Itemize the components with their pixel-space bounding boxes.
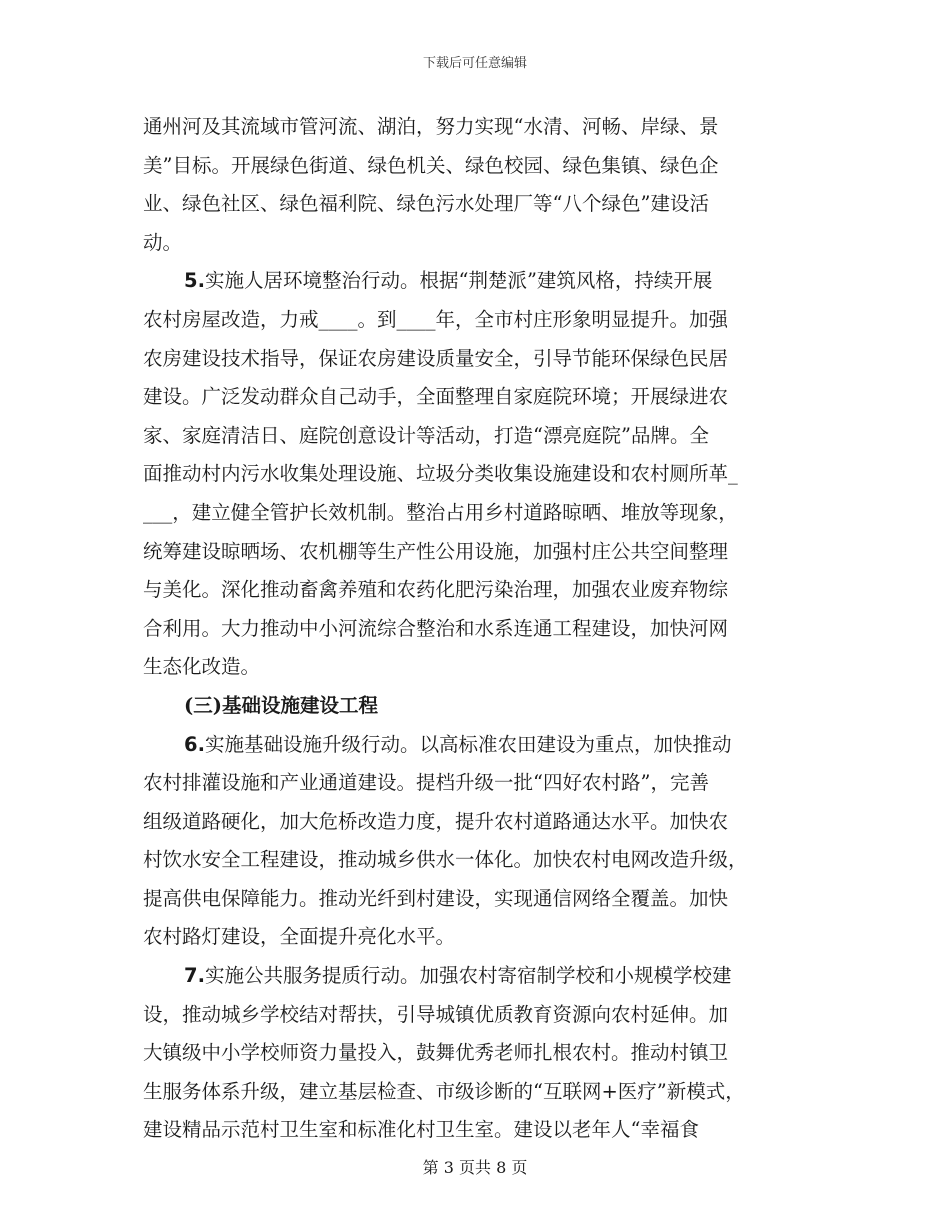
text-line: 业、绿色社区、绿色福利院、绿色污水处理厂等“八个绿色”建设活 [143, 192, 709, 216]
paragraph-item-7 [143, 957, 808, 996]
page-header: 下载后可任意编辑 [422, 56, 527, 71]
text-line: 通州河及其流域市管河流、湖泊，努力实现“水清、河畅、岸绿、景 [143, 115, 719, 138]
text-line: ___，建立健全管护长效机制。整治占用乡村道路晾晒、堆放等现象， [143, 500, 738, 524]
section-heading: (三)基础设施建设工程 [184, 693, 378, 717]
text-line: 建设。广泛发动群众自己动手，全面整理自家庭院环境；开展绿进农 [143, 385, 729, 409]
text-line: 合利用。大力推动中小河流综合整治和水系连通工程建设，加快河网 [143, 616, 729, 640]
text-line: 与美化。深化推动畜禽养殖和农药化肥污染治理，加强农业废弃物综 [143, 578, 729, 602]
text-line: 农村路灯建设，全面提升亮化水平。 [143, 925, 456, 949]
text-line: 生态化改造。 [143, 655, 261, 679]
text-line: 设，推动城乡学校结对帮扶，引导城镇优质教育资源向农村延伸。加 [143, 1002, 729, 1026]
text-line: 动。 [143, 230, 183, 254]
paragraph-item-6 [143, 726, 808, 765]
item-number: 5. [184, 269, 205, 293]
text-line: 实施人居环境整治行动。根据“荆楚派”建筑风格，持续开展 [204, 269, 713, 293]
document-body [143, 108, 808, 1150]
text-line: 提高供电保障能力。推动光纤到村建设，实现通信网络全覆盖。加快 [143, 886, 729, 910]
text-line: 大镇级中小学校师资力量投入，鼓舞优秀老师扎根农村。推动村镇卫 [143, 1041, 729, 1065]
item-number: 7. [184, 964, 205, 988]
text-line: 农村排灌设施和产业通道建设。提档升级一批“四好农村路”，完善 [143, 771, 709, 795]
text-line: 统筹建设晾晒场、农机棚等生产性公用设施，加强村庄公共空间整理 [143, 539, 729, 563]
text-line: 美”目标。开展绿色街道、绿色机关、绿色校园、绿色集镇、绿色企 [143, 153, 719, 177]
text-line: 家、家庭清洁日、庭院创意设计等活动，打造“漂亮庭院”品牌。全 [143, 423, 709, 447]
text-line: 组级道路硬化，加大危桥改造力度，提升农村道路通达水平。加快农 [143, 809, 729, 833]
text-line: 农村房屋改造，力戒____。到____年，全市村庄形象明显提升。加强 [143, 307, 729, 331]
text-line: 生服务体系升级，建立基层检查、市级诊断的“互联网+医疗”新模式， [143, 1079, 745, 1103]
text-line: 农房建设技术指导，保证农房建设质量安全，引导节能环保绿色民居 [143, 346, 729, 370]
text-line: 村饮水安全工程建设，推动城乡供水一体化。加快农村电网改造升级， [143, 848, 748, 872]
text-line: 实施基础设施升级行动。以高标准农田建设为重点，加快推动 [204, 732, 732, 756]
text-line: 面推动村内污水收集处理设施、垃圾分类收集设施建设和农村厕所革_ [143, 462, 738, 486]
text-line: 实施公共服务提质行动。加强农村寄宿制学校和小规模学校建 [204, 964, 732, 988]
paragraph-item-5 [143, 262, 808, 301]
item-number: 6. [184, 732, 205, 756]
text-line: 建设精品示范村卫生室和标准化村卫生室。建设以老年人“幸福食 [143, 1118, 699, 1142]
page-footer: 第 3 页共 8 页 [422, 1158, 528, 1177]
